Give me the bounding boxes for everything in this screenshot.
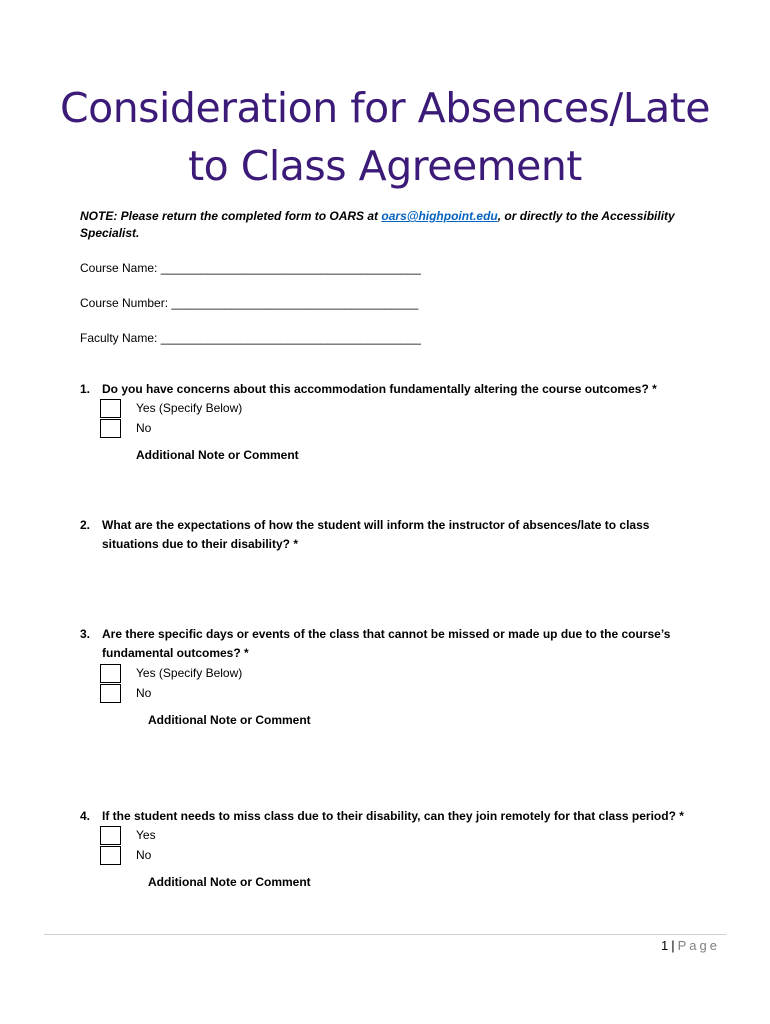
page-number: 1 xyxy=(661,938,669,953)
title-line-1: Consideration for Absences/Late xyxy=(59,84,710,133)
option-label: No xyxy=(136,686,152,700)
question-number: 1. xyxy=(80,382,91,396)
question-text: Are there specific days or events of the class that cannot be missed or made up due to the course’s fundamental outcomes? * xyxy=(102,627,671,660)
checkbox[interactable] xyxy=(100,399,121,418)
q4-comment-label: Additional Note or Comment xyxy=(148,875,311,889)
question-1 xyxy=(80,380,700,399)
q3-comment-label: Additional Note or Comment xyxy=(148,713,311,727)
page-footer xyxy=(661,938,720,953)
checkbox[interactable] xyxy=(100,846,121,865)
question-4 xyxy=(80,807,700,826)
option-label: Yes xyxy=(136,828,156,842)
option-label: Yes (Specify Below) xyxy=(136,401,243,415)
checkbox[interactable] xyxy=(100,826,121,845)
checkbox[interactable] xyxy=(100,684,121,703)
page-label: Page xyxy=(677,938,720,953)
oars-email-link[interactable]: oars@highpoint.edu xyxy=(381,209,498,223)
question-number: 4. xyxy=(80,809,91,823)
course-number-field[interactable]: Course Number: _____________________________________ xyxy=(80,296,419,310)
question-number: 2. xyxy=(80,518,91,532)
question-number: 3. xyxy=(80,627,91,641)
question-2 xyxy=(80,516,700,554)
faculty-name-field[interactable]: Faculty Name: _______________________________________ xyxy=(80,331,421,345)
note-prefix: NOTE: Please return the completed form to OARS at xyxy=(80,209,382,223)
q1-comment-label: Additional Note or Comment xyxy=(136,448,299,462)
option-label: No xyxy=(136,848,152,862)
note-suffix: , or directly to the Accessibility Specialist. xyxy=(80,209,675,240)
option-label: No xyxy=(136,421,152,435)
checkbox[interactable] xyxy=(100,664,121,683)
checkbox[interactable] xyxy=(100,419,121,438)
page-title xyxy=(0,79,770,195)
footer-separator: | xyxy=(671,938,675,953)
return-note xyxy=(80,208,700,242)
option-label: Yes (Specify Below) xyxy=(136,666,243,680)
question-text: If the student needs to miss class due to their disability, can they join remotely for that class period? * xyxy=(102,809,684,823)
question-text: Do you have concerns about this accommodation fundamentally altering the course outcomes? * xyxy=(102,382,657,396)
course-name-field[interactable]: Course Name: _______________________________________ xyxy=(80,261,421,275)
title-line-2: to Class Agreement xyxy=(188,142,582,191)
footer-divider xyxy=(44,934,726,935)
question-3 xyxy=(80,625,700,663)
question-text: What are the expectations of how the student will inform the instructor of absences/late to class situations due to their disability? * xyxy=(102,518,650,551)
